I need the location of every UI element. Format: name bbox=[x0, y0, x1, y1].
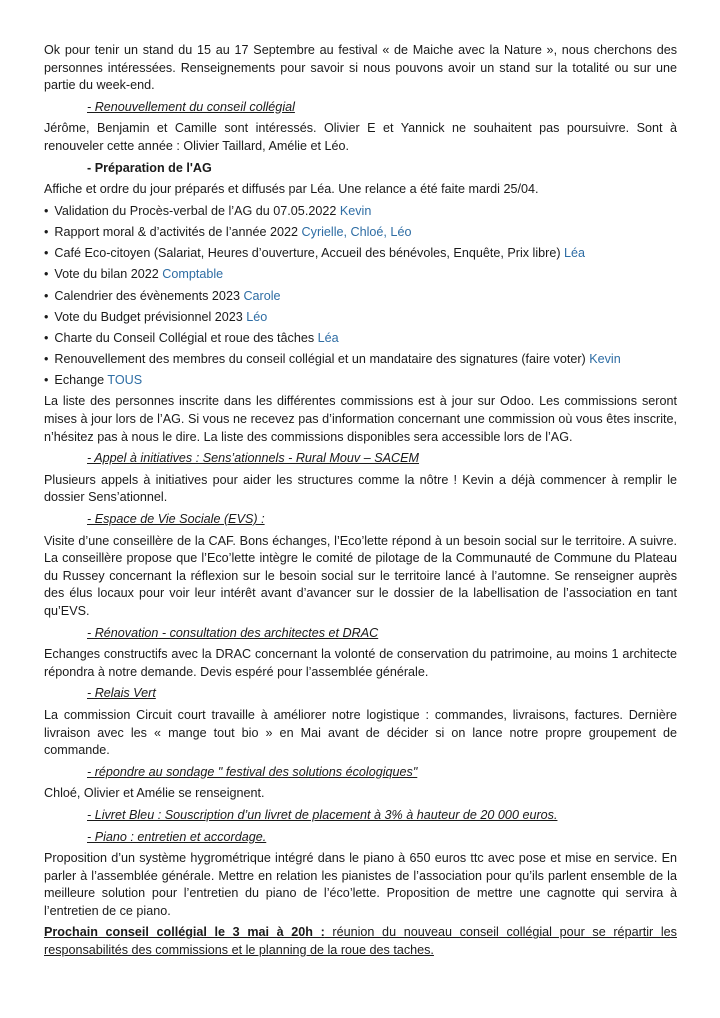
agenda-assignee: TOUS bbox=[107, 373, 143, 388]
agenda-assignee: Léa bbox=[564, 246, 586, 261]
agenda-assignee: Comptable bbox=[162, 267, 224, 282]
agenda-item: Validation du Procès-verbal de l’AG du 07.05.2022 bbox=[54, 203, 337, 218]
next-meeting-paragraph bbox=[44, 924, 677, 959]
list-item bbox=[44, 245, 677, 263]
bullet-icon: • bbox=[44, 203, 49, 218]
agenda-item: Rapport moral & d’activités de l’année 2022 bbox=[54, 224, 299, 239]
agenda-item: Echange bbox=[54, 373, 105, 388]
bullet-icon: • bbox=[44, 267, 49, 282]
renouvellement-text: Jérôme, Benjamin et Camille sont intéressés. Olivier E et Yannick ne souhaitent pas poursuivre. Sont à renouveler cette année : Olivier Taillard, Amélie et Léo. bbox=[44, 121, 677, 153]
section-title-renovation: - Rénovation - consultation des architectes et DRAC bbox=[87, 625, 379, 640]
agenda-assignee: Kevin bbox=[339, 203, 372, 218]
next-meeting-text: réunion du nouveau conseil collégial pour se répartir les responsabilités des commissions et le planning de la roue des taches. bbox=[44, 925, 677, 958]
agenda-item: Calendrier des évènements 2023 bbox=[54, 288, 240, 303]
piano-text: Proposition d’un système hygrométrique intégré dans le piano à 650 euros ttc avec pose et mise en service. En parler à l’assemblée générale. Mettre en relation les pianistes de l’association pour qu’ils parlent ensemble de la meilleure solution pour l’entretien du piano de l’éco’lette. Proposition de mettre une cagnotte qui servira à l’entretien de ce piano. bbox=[44, 851, 677, 918]
sondage-text: Chloé, Olivier et Amélie se renseignent. bbox=[44, 786, 265, 801]
agenda-item: Vote du Budget prévisionnel 2023 bbox=[54, 309, 243, 324]
section-title-sondage: - répondre au sondage " festival des solutions écologiques" bbox=[87, 764, 418, 779]
agenda-item: Renouvellement des membres du conseil collégial et un mandataire des signatures (faire voter) bbox=[54, 352, 586, 367]
list-item bbox=[44, 351, 677, 369]
list-item bbox=[44, 309, 677, 327]
bullet-icon: • bbox=[44, 309, 49, 324]
next-meeting-title: Prochain conseil collégial le 3 mai à 20h : bbox=[44, 925, 325, 940]
renovation-text: Echanges constructifs avec la DRAC concernant la volonté de conservation du patrimoine, au moins 1 architecte répondra à notre demande. Devis espéré pour l’assemblée générale. bbox=[44, 647, 677, 679]
agenda-item: Vote du bilan 2022 bbox=[54, 267, 159, 282]
bullet-icon: • bbox=[44, 330, 49, 345]
ag-intro-text: Affiche et ordre du jour préparés et diffusés par Léa. Une relance a été faite mardi 25/04. bbox=[44, 182, 539, 197]
agenda-assignee: Léo bbox=[246, 309, 268, 324]
bullet-icon: • bbox=[44, 224, 49, 239]
section-title-renouvellement: - Renouvellement du conseil collégial bbox=[87, 99, 295, 114]
bullet-icon: • bbox=[44, 352, 49, 367]
bullet-icon: • bbox=[44, 288, 49, 303]
section-title-appel: - Appel à initiatives : Sens’ationnels - Rural Mouv – SACEM bbox=[87, 451, 420, 466]
list-item bbox=[44, 266, 677, 284]
list-item bbox=[44, 203, 677, 221]
agenda-assignee: Léa bbox=[317, 330, 339, 345]
section-title-evs: - Espace de Vie Sociale (EVS) : bbox=[87, 512, 265, 526]
relais-text: La commission Circuit court travaille à améliorer notre logistique : commandes, livraisons, factures. Dernière livraison avec les « mange tout bio » en Mai avant de décider si on lance notre propre groupement de commande. bbox=[44, 707, 677, 758]
agenda-assignee: Kevin bbox=[589, 352, 621, 367]
intro-paragraph: Ok pour tenir un stand du 15 au 17 Septembre au festival « de Maiche avec la Nature », nous cherchons des personnes intéressées. Renseignements pour savoir si nous pouvons avoir un stand sur la totalité ou sur une partie du week-end. bbox=[44, 43, 677, 93]
agenda-assignee: Carole bbox=[243, 288, 281, 303]
agenda-assignee: Cyrielle, Chloé, Léo bbox=[301, 224, 412, 239]
section-title-piano: - Piano : entretien et accordage. bbox=[87, 829, 267, 844]
appel-text: Plusieurs appels à initiatives pour aider les structures comme la nôtre ! Kevin a déjà commencer à remplir le dossier Sens’ationnel. bbox=[44, 472, 677, 505]
list-item bbox=[44, 330, 677, 348]
list-item bbox=[44, 224, 677, 242]
ag-commissions-text: La liste des personnes inscrite dans les différentes commissions est à jour sur Odoo. Les commissions seront mises à jour lors de l’AG. Si vous ne recevez pas d’information concernant une commission où vous êtes inscrite, n’hésitez pas à nous le dire. La liste des commissions disponibles sera accessible lors de l’AG. bbox=[44, 394, 677, 444]
bullet-icon: • bbox=[44, 246, 49, 261]
list-item bbox=[44, 372, 677, 390]
agenda-item: Charte du Conseil Collégial et roue des tâches bbox=[54, 330, 315, 345]
bullet-icon: • bbox=[44, 373, 49, 388]
list-item bbox=[44, 288, 677, 306]
evs-text: Visite d’une conseillère de la CAF. Bons échanges, l’Eco’lette répond à un besoin social sur le territoire. A suivre. La conseillère propose que l’Eco’lette intègre le comité de pilotage de la Communauté de Commune du Plateau du Russey concernant la réflexion sur le besoin social sur le territoire lancé à l’automne. Se renseigner auprès des élus locaux pour voir leur intérêt avant d’avancer sur le dossier de la labellisation de l’association en tant qu’EVS. bbox=[44, 533, 677, 618]
ag-agenda-list bbox=[44, 203, 677, 390]
agenda-item: Café Eco-citoyen (Salariat, Heures d’ouverture, Accueil des bénévoles, Enquête, Prix libre) bbox=[54, 246, 561, 261]
section-title-livret: - Livret Bleu : Souscription d’un livret de placement à 3% à hauteur de 20 000 euros. bbox=[87, 807, 558, 822]
section-title-relais: - Relais Vert bbox=[87, 686, 156, 701]
document-page bbox=[44, 42, 677, 960]
section-title-ag: - Préparation de l'AG bbox=[87, 160, 212, 175]
